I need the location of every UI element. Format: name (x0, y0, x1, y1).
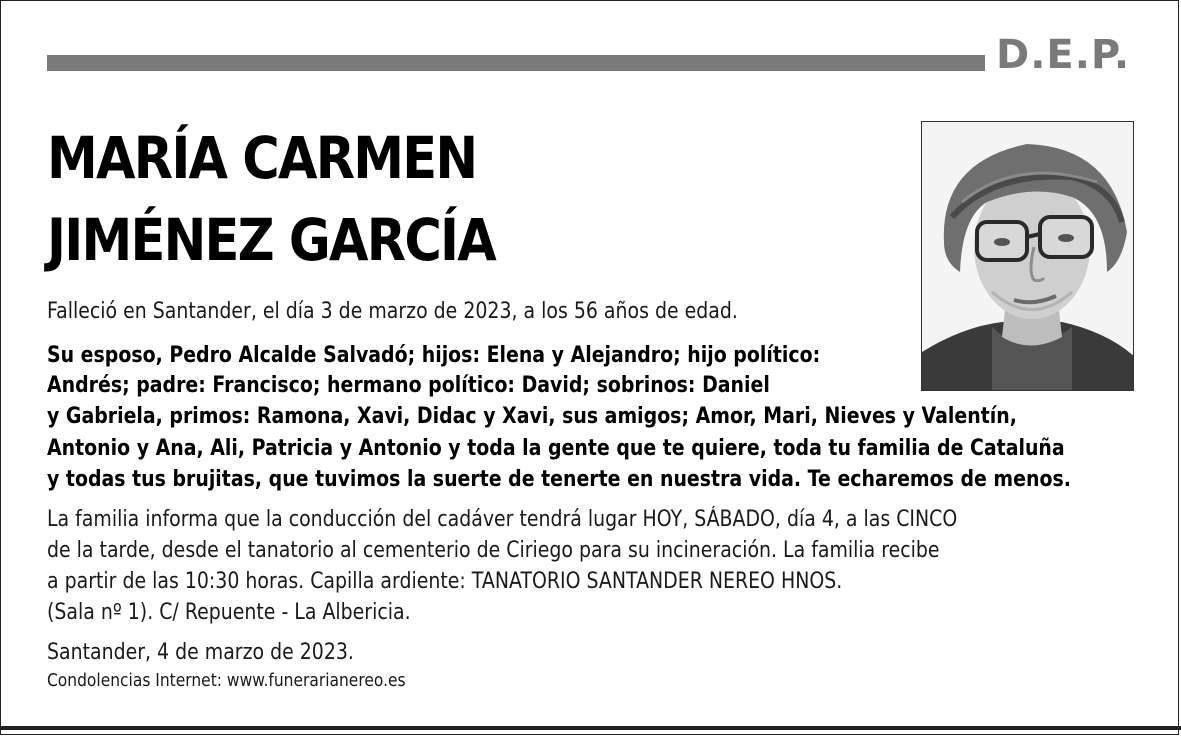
funeral-info-line-4: (Sala nº 1). C/ Repuente - La Albericia. (47, 600, 411, 625)
portrait-illustration (922, 122, 1134, 391)
funeral-info-line-2: de la tarde, desde el tanatorio al cementerio de Ciriego para su incineración. La familia recibe (47, 538, 940, 563)
funeral-info-line-3: a partir de las 10:30 horas. Capilla ardiente: TANATORIO SANTANDER NEREO HNOS. (47, 569, 843, 594)
family-line-3: y Gabriela, primos: Ramona, Xavi, Didac y Xavi, sus amigos; Amor, Mari, Nieves y Valentín, (47, 404, 1017, 429)
dep-label: D.E.P. (996, 32, 1131, 78)
family-line-2: Andrés; padre: Francisco; hermano político: David; sobrinos: Daniel (47, 373, 770, 398)
death-notice-intro: Falleció en Santander, el día 3 de marzo de 2023, a los 56 años de edad. (47, 299, 738, 324)
family-line-4: Antonio y Ana, Ali, Patricia y Antonio y toda la gente que te quiere, toda tu familia de Cataluña (47, 436, 1065, 461)
deceased-name-line-2: JIMÉNEZ GARCÍA (47, 206, 496, 274)
footer-rule (0, 726, 1181, 730)
place-and-date: Santander, 4 de marzo de 2023. (47, 640, 354, 665)
funeral-info-line-1: La familia informa que la conducción del cadáver tendrá lugar HOY, SÁBADO, día 4, a las CINCO (47, 507, 958, 532)
family-line-5: y todas tus brujitas, que tuvimos la suerte de tenerte en nuestra vida. Te echaremos de menos. (47, 467, 1071, 492)
family-line-1: Su esposo, Pedro Alcalde Salvadó; hijos: Elena y Alejandro; hijo político: (47, 343, 821, 368)
condolences-website: Condolencias Internet: www.funerarianereo.es (47, 670, 406, 691)
header-rule (47, 55, 985, 71)
deceased-name-line-1: MARÍA CARMEN (47, 124, 477, 192)
deceased-portrait-photo (921, 121, 1134, 391)
